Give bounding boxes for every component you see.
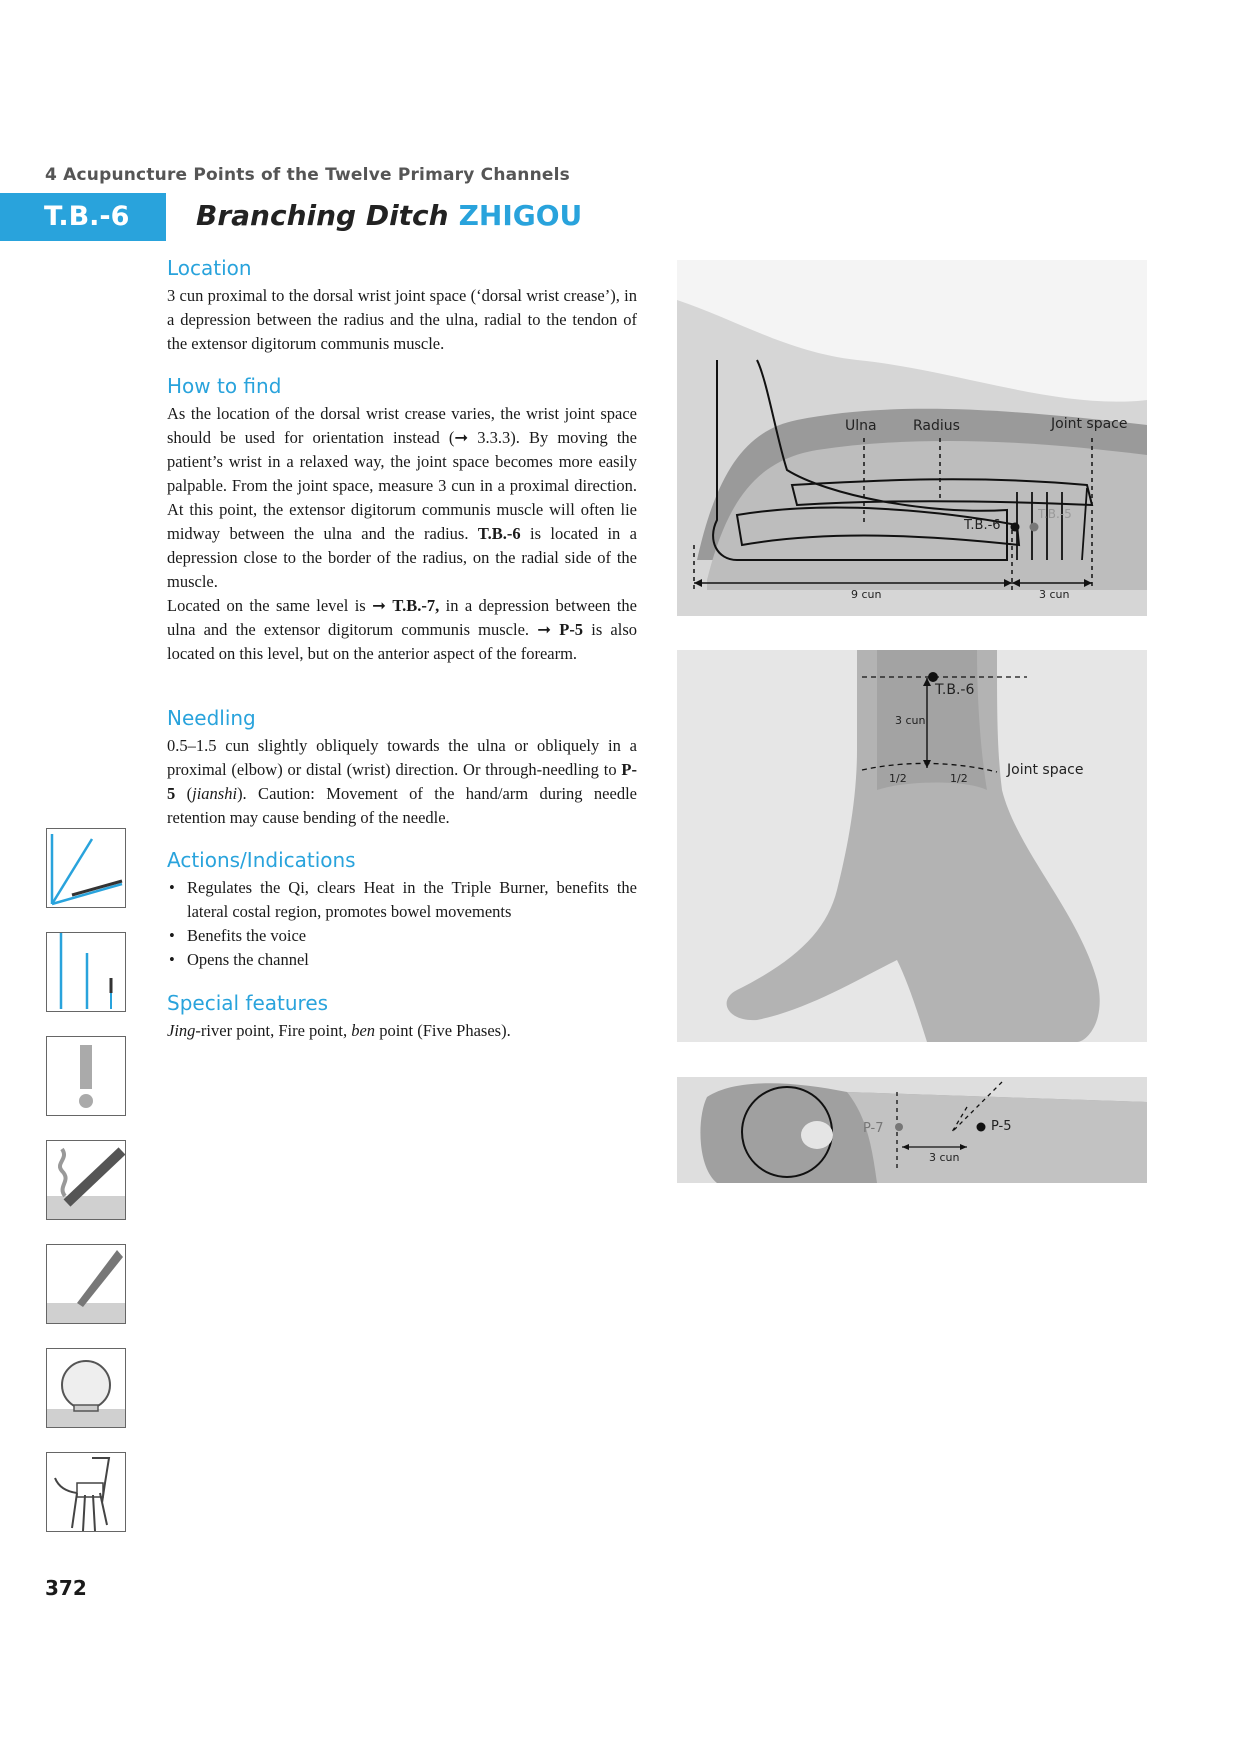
half-left-label: 1/2 <box>889 772 907 785</box>
special-features-section <box>167 991 637 1043</box>
special-features-heading: Special features <box>167 991 329 1015</box>
page-number: 372 <box>45 1576 87 1600</box>
three-cun-label: 3 cun <box>929 1151 960 1164</box>
wrist-illustration <box>677 1077 1147 1183</box>
tb6-marker <box>1011 523 1020 532</box>
caution-icon <box>46 1036 126 1116</box>
point-title <box>196 199 582 232</box>
hand-skeleton-icon <box>46 1452 126 1532</box>
location-text: 3 cun proximal to the dorsal wrist joint space (‘dorsal wrist crease’), in a depression between the radius and the ulna, radial to the tendon of the extensor digitorum communis muscle. <box>167 286 637 353</box>
forearm-illustration <box>677 260 1147 616</box>
p7-label: P-7 <box>863 1121 884 1136</box>
dorsal-hand-figure <box>677 650 1147 1042</box>
three-cun-label: 3 cun <box>895 714 926 727</box>
joint-space-label: Joint space <box>1051 416 1128 432</box>
needling-text: 0.5–1.5 cun slightly obliquely towards the ulna or obliquely in a proximal (elbow) or distal (wrist) direction. Or through-needling to P-5 (jianshi). Caution: Movement of the hand/arm during needle retention may cause bending of the needle. <box>167 736 637 827</box>
chapter-heading: 4 Acupuncture Points of the Twelve Primary Channels <box>45 165 570 185</box>
point-name: Branching Ditch <box>196 199 449 232</box>
tb6-marker <box>928 672 938 682</box>
three-cun-label: 3 cun <box>1039 588 1070 601</box>
radius-label: Radius <box>913 418 960 434</box>
nine-cun-label: 9 cun <box>851 588 882 601</box>
how-to-find-section <box>167 374 637 666</box>
hand-illustration <box>677 650 1147 1042</box>
anterior-wrist-figure <box>677 1077 1147 1183</box>
tb5-label: T.B.-5 <box>1038 507 1072 521</box>
location-section <box>167 256 637 356</box>
how-to-find-text-2: Located on the same level is ➞ T.B.-7, in a depression between the ulna and the extensor digitorum communis muscle. ➞ P-5 is also located on this level, but on the anterior aspect of the forearm. <box>167 596 638 663</box>
ulna-label: Ulna <box>845 418 877 434</box>
how-to-find-text: As the location of the dorsal wrist crease varies, the wrist joint space should be used for orientation instead (➞ 3.3.3). By moving the patient’s wrist in a relaxed way, the joint space becomes more easily palpable. From the joint space, measure 3 cun in a proximal direction. At this point, the extensor digitorum communis muscle will often lie midway between the ulna and the radius. T.B.-6 is located in a depression close to the border of the radius, on the radial side of the muscle. <box>167 404 637 591</box>
half-right-label: 1/2 <box>950 772 968 785</box>
p5-label: P-5 <box>991 1119 1012 1134</box>
arrow-icon: ➞ <box>537 620 552 639</box>
p5-marker <box>977 1123 986 1132</box>
actions-list <box>167 876 637 972</box>
needle-depth-icon <box>46 932 126 1012</box>
forearm-bones-figure <box>677 260 1147 616</box>
moxibustion-icon <box>46 1140 126 1220</box>
arrow-icon: ➞ <box>372 596 386 615</box>
actions-section <box>167 848 637 972</box>
list-item: • Regulates the Qi, clears Heat in the Triple Burner, benefits the lateral costal region, promotes bowel movements <box>167 876 637 924</box>
arrow-icon: ➞ <box>454 428 469 447</box>
needling-heading: Needling <box>167 706 256 730</box>
list-item: • Opens the channel <box>167 948 637 972</box>
cupping-icon <box>46 1348 126 1428</box>
point-code-tab: T.B.-6 <box>0 193 166 241</box>
list-item: • Benefits the voice <box>167 924 637 948</box>
location-heading: Location <box>167 256 252 280</box>
actions-heading: Actions/Indications <box>167 848 356 872</box>
how-to-find-heading: How to find <box>167 374 282 398</box>
joint-space-label: Joint space <box>1007 762 1084 778</box>
p7-marker <box>895 1123 903 1131</box>
bleeding-icon <box>46 1244 126 1324</box>
special-features-text: Jing-river point, Fire point, ben point (Five Phases). <box>167 1021 511 1040</box>
tb6-label: T.B.-6 <box>964 518 1001 533</box>
tb5-marker <box>1030 523 1039 532</box>
tb6-label: T.B.-6 <box>935 682 975 698</box>
point-pinyin: ZHIGOU <box>458 199 583 232</box>
cross-reference-link[interactable]: 3.3.3 <box>477 428 511 447</box>
needle-angles-icon <box>46 828 126 908</box>
needling-section <box>167 706 637 830</box>
